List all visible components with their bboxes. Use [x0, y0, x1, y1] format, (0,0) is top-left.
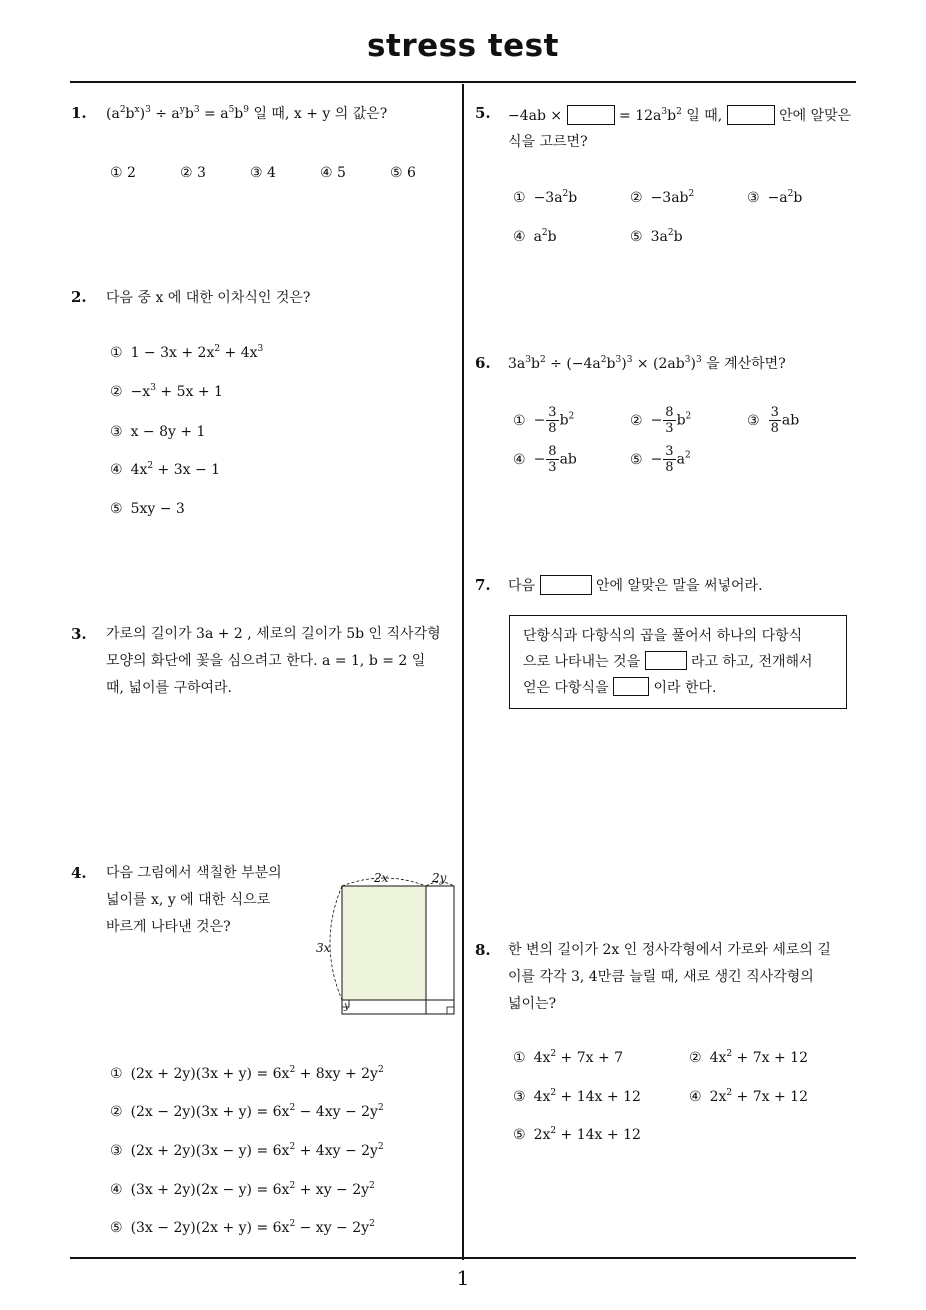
q2-text: 다음 중 x 에 대한 이차식인 것은? [106, 290, 311, 306]
q7-blank-1[interactable] [645, 651, 687, 670]
q7-number: 7. [475, 576, 491, 594]
q8-number: 8. [475, 941, 491, 959]
q4-option-4[interactable]: ④ $(3x + 2y)(2x - y) = 6x^2$ + xy − $2y^2$ [110, 1181, 375, 1198]
q4-option-3[interactable]: ③ $(2x + 2y)(3x - y) = 6x^2 + 4xy - 2y^2$ [110, 1142, 384, 1159]
q4-text [106, 860, 282, 941]
q4-line-3: 바르게 나타낸 것은? [106, 919, 231, 935]
q6-text: $3a^3b^2 \div (-4a^2b^3)^3 \times (2ab^3)^3$ 을 계산하면? [508, 355, 786, 372]
q1-text: $(a^2b^x)^3 \div a^yb^3 = a^5b^9$ 일 때, x + y 의 값은? [106, 105, 388, 122]
q1-number: 1. [71, 104, 87, 122]
q8-option-1[interactable]: ① $4x^2 + 7x + 7$ [513, 1049, 624, 1066]
q7-box-line-2: 으로 나타내는 것을 라고 하고, 전개해서 [523, 649, 813, 675]
q2-number: 2. [71, 288, 87, 306]
q5-option-4[interactable]: ④ $a^2b$ [513, 228, 557, 245]
q7-text: 다음 안에 알맞은 말을 써넣어라. [508, 573, 763, 600]
q3-line-3: 때, 넓이를 구하여라. [106, 680, 232, 696]
q6-option-5[interactable]: ⑤ − $\frac{3}{8}$ $a^2$ [630, 444, 691, 475]
q8-line-3: 넓이는? [508, 996, 557, 1012]
q8-option-3[interactable]: ③ $4x^2 + 14x + 12$ [513, 1088, 641, 1105]
q4-shaded-region [342, 886, 426, 1000]
q4-line-2: 넓이를 x, y 에 대한 식으로 [106, 892, 271, 908]
q1-option-2[interactable]: ② 3 [180, 165, 206, 181]
q3-text [106, 621, 441, 702]
q8-line-1: 한 변의 길이가 2x 인 정사각형에서 가로와 세로의 길 [508, 942, 831, 958]
q4-label-3x: 3x [316, 941, 331, 955]
q6-number: 6. [475, 354, 491, 372]
q4-label-y: y [344, 1001, 350, 1012]
q7-instruction-blank [540, 575, 592, 595]
q7-box-text [523, 623, 813, 701]
q3-line-1: 가로의 길이가 3a + 2 , 세로의 길이가 5b 인 직사각형 [106, 626, 441, 642]
q6-option-1[interactable]: ① − $\frac{3}{8}$ $b^2$ [513, 405, 575, 436]
q4-option-1[interactable]: ① $(2x + 2y)(3x + y) = 6x^2 + 8xy + 2y^2$ [110, 1065, 384, 1082]
page-title: stress test [367, 28, 559, 64]
q8-text [508, 937, 831, 1018]
q6-option-4[interactable]: ④ − $\frac{8}{3}$ ab [513, 444, 577, 475]
column-divider [462, 84, 464, 1260]
q6-option-2[interactable]: ② − $\frac{8}{3}$ $b^2$ [630, 405, 692, 436]
q5-blank-2[interactable] [727, 105, 775, 125]
q2-option-3[interactable]: ③ x − 8y + 1 [110, 424, 206, 440]
q1-option-4[interactable]: ④ 5 [320, 165, 346, 181]
q8-option-2[interactable]: ② $4x^2 + 7x + 12$ [689, 1049, 808, 1066]
q1-option-3[interactable]: ③ 4 [250, 165, 276, 181]
q4-rectangle-figure [312, 866, 462, 1022]
q4-number: 4. [71, 864, 87, 882]
q5-option-2[interactable]: ② $-3ab^2$ [630, 189, 695, 206]
q8-option-5[interactable]: ⑤ $2x^2 + 14x + 12$ [513, 1126, 641, 1143]
q4-line-1: 다음 그림에서 색칠한 부분의 [106, 865, 282, 881]
page-number: 1 [456, 1266, 470, 1290]
bottom-rule [70, 1257, 856, 1259]
q7-box-line-3: 얻은 다항식을 이라 한다. [523, 675, 813, 701]
q8-option-4[interactable]: ④ $2x^2 + 7x + 12$ [689, 1088, 808, 1105]
q5-number: 5. [475, 104, 491, 122]
q3-number: 3. [71, 625, 87, 643]
top-rule [70, 81, 856, 83]
q5-option-5[interactable]: ⑤ $3a^2b$ [630, 228, 683, 245]
q5-blank-1[interactable] [567, 105, 615, 125]
q4-option-5[interactable]: ⑤ $(3x - 2y)(2x + y) = 6x^2$ − xy − $2y^2$ [110, 1219, 375, 1236]
q7-blank-2[interactable] [613, 677, 649, 696]
q5-option-3[interactable]: ③ $-a^2b$ [747, 189, 803, 206]
q4-label-2y: 2y [432, 871, 447, 885]
q8-line-2: 이를 각각 3, 4만큼 늘릴 때, 새로 생긴 직사각형의 [508, 969, 814, 985]
q4-option-2[interactable]: ② $(2x - 2y)(3x + y) = 6x^2 - 4xy - 2y^2$ [110, 1103, 384, 1120]
q5-line-2: 식을 고르면? [508, 134, 588, 150]
q4-label-2x: 2x [374, 871, 389, 885]
q1-option-1[interactable]: ① 2 [110, 165, 136, 181]
q2-option-1[interactable]: ① $1 - 3x + 2x^2 + 4x^3$ [110, 344, 264, 361]
q5-text: −4ab × = $12a^3b^2$ 일 때, 안에 알맞은 [508, 107, 852, 124]
q2-option-5[interactable]: ⑤ 5xy − 3 [110, 501, 185, 517]
q7-box-line-1: 단항식과 다항식의 곱을 풀어서 하나의 다항식 [523, 628, 803, 644]
q5-option-1[interactable]: ① $-3a^2b$ [513, 189, 578, 206]
q6-option-3[interactable]: ③ $\frac{3}{8}$ ab [747, 405, 800, 436]
q2-option-4[interactable]: ④ $4x^2 + 3x - 1$ [110, 461, 221, 478]
q2-option-2[interactable]: ② $-x^3 + 5x + 1$ [110, 383, 223, 400]
q3-line-2: 모양의 화단에 꽃을 심으려고 한다. a = 1, b = 2 일 [106, 653, 426, 669]
q1-option-5[interactable]: ⑤ 6 [390, 165, 416, 181]
